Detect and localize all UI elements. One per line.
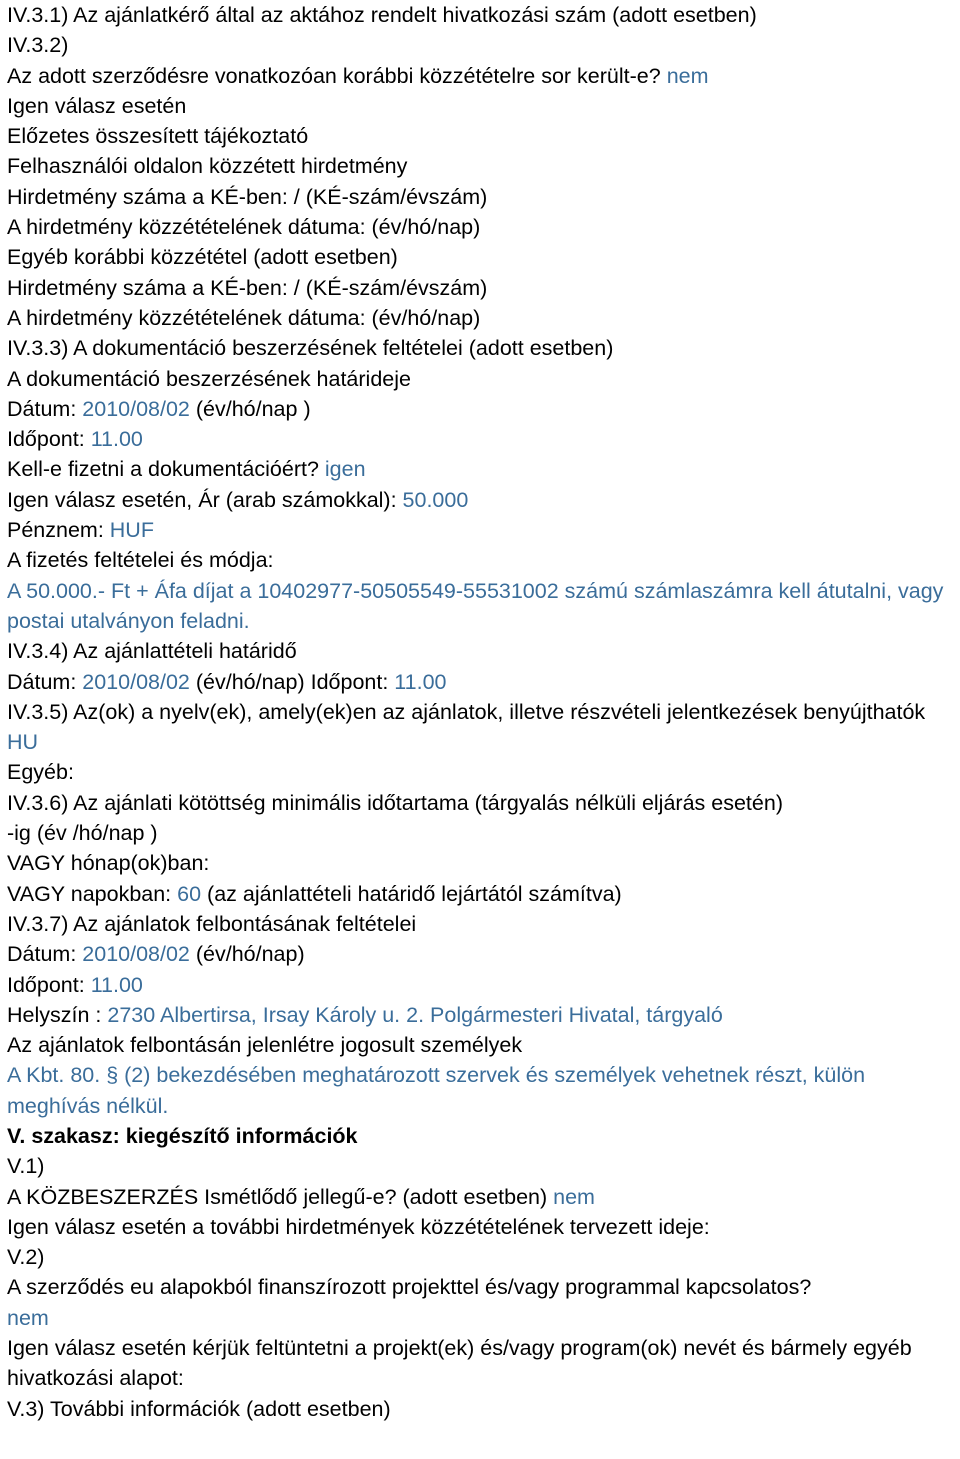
text-line <box>7 151 956 181</box>
field-label: Igen válasz esetén <box>7 93 187 118</box>
field-label: Igen válasz esetén, Ár (arab számokkal): <box>7 487 403 512</box>
field-label: A szerződés eu alapokból finanszírozott projekttel és/vagy programmal kapcsolatos? <box>7 1275 812 1300</box>
text-line <box>7 1060 956 1121</box>
field-label: IV.3.4) Az ajánlattételi határidő <box>7 639 297 664</box>
text-line <box>7 515 956 545</box>
field-label: IV.3.3) A dokumentáció beszerzésének feltételei (adott esetben) <box>7 336 614 361</box>
field-label: Igen válasz esetén a további hirdetmények közzétételének tervezett ideje: <box>7 1214 710 1239</box>
field-label: Pénznem: <box>7 518 110 543</box>
field-label: Dátum: <box>7 396 83 421</box>
field-value: 2010/08/02 <box>82 942 190 967</box>
text-line <box>7 424 956 454</box>
text-line <box>7 61 956 91</box>
text-line <box>7 30 956 60</box>
text-line <box>7 757 956 787</box>
field-label: Időpont: <box>7 427 91 452</box>
field-label: V.2) <box>7 1245 45 1270</box>
field-value: A 50.000.- Ft + Áfa díjat a 10402977-50505549-55531002 számú számlaszámra kell átutalni, vagy postai utalványon feladni. <box>7 578 944 633</box>
field-label: Igen válasz esetén kérjük feltüntetni a projekt(ek) és/vagy program(ok) nevét és bármely egyéb hivatkozási alapot: <box>7 1336 912 1391</box>
field-value: igen <box>324 457 366 482</box>
text-line <box>7 667 956 697</box>
field-label: Az ajánlatok felbontásán jelenlétre jogosult személyek <box>7 1033 523 1058</box>
text-line <box>7 454 956 484</box>
text-line <box>7 1000 956 1030</box>
text-line <box>7 333 956 363</box>
field-label: (év/hó/nap) <box>189 942 305 967</box>
text-line <box>7 636 956 666</box>
field-value: 2010/08/02 <box>82 669 190 694</box>
field-label: IV.3.6) Az ajánlati kötöttség minimális időtartama (tárgyalás nélküli eljárás esetén) <box>7 790 783 815</box>
text-line <box>7 364 956 394</box>
text-line <box>7 818 956 848</box>
field-label: A hirdetmény közzétételének dátuma: (év/hó/nap) <box>7 215 481 240</box>
text-line <box>7 303 956 333</box>
text-line <box>7 939 956 969</box>
field-label: -ig (év /hó/nap ) <box>7 821 158 846</box>
field-label: IV.3.2) <box>7 33 69 58</box>
field-label: Egyéb: <box>7 760 74 785</box>
field-value: A Kbt. 80. § (2) bekezdésében meghatározott szervek és személyek vehetnek részt, külön meghívás nélkül. <box>7 1063 866 1118</box>
field-value: nem <box>666 63 709 88</box>
text-line <box>7 242 956 272</box>
text-line <box>7 545 956 575</box>
field-label: IV.3.5) Az(ok) a nyelv(ek), amely(ek)en az ajánlatok, illetve részvételi jelentkezések benyújthatók <box>7 699 926 724</box>
field-label: (év/hó/nap) Időpont: <box>189 669 395 694</box>
field-label: Dátum: <box>7 942 83 967</box>
text-line <box>7 1272 956 1302</box>
field-value: nem <box>7 1305 49 1330</box>
text-line <box>7 0 956 30</box>
field-label: VAGY hónap(ok)ban: <box>7 851 210 876</box>
text-line <box>7 697 956 727</box>
field-value: 11.00 <box>90 427 143 452</box>
text-line <box>7 212 956 242</box>
text-line <box>7 1333 956 1394</box>
field-label: V.1) <box>7 1154 45 1179</box>
field-label: A fizetés feltételei és módja: <box>7 548 274 573</box>
field-label: V.3) További információk (adott esetben) <box>7 1396 391 1421</box>
field-label: IV.3.7) Az ajánlatok felbontásának feltételei <box>7 911 417 936</box>
text-line <box>7 576 956 637</box>
field-label: Az adott szerződésre vonatkozóan korábbi közzétételre sor került-e? <box>7 63 667 88</box>
text-line <box>7 273 956 303</box>
field-label: VAGY napokban: <box>7 881 178 906</box>
text-line <box>7 1242 956 1272</box>
field-value: 2730 Albertirsa, Irsay Károly u. 2. Polgármesteri Hivatal, tárgyaló <box>107 1002 723 1027</box>
text-line <box>7 91 956 121</box>
field-label: Előzetes összesített tájékoztató <box>7 124 309 149</box>
field-label: V. szakasz: kiegészítő információk <box>7 1123 358 1148</box>
text-line <box>7 121 956 151</box>
text-line <box>7 485 956 515</box>
field-value: 2010/08/02 <box>82 396 190 421</box>
field-label: A hirdetmény közzétételének dátuma: (év/hó/nap) <box>7 305 481 330</box>
text-line <box>7 1030 956 1060</box>
field-label: A dokumentáció beszerzésének határideje <box>7 366 411 391</box>
field-value: HU <box>7 730 39 755</box>
text-line <box>7 879 956 909</box>
section-heading <box>7 1121 956 1151</box>
field-value: 50.000 <box>402 487 469 512</box>
field-value: 11.00 <box>394 669 447 694</box>
field-label: Dátum: <box>7 669 83 694</box>
field-label: A KÖZBESZERZÉS Ismétlődő jellegű-e? (adott esetben) <box>7 1184 554 1209</box>
field-label: Hirdetmény száma a KÉ-ben: / (KÉ-szám/évszám) <box>7 184 488 209</box>
field-label: Helyszín : <box>7 1002 108 1027</box>
field-label: Egyéb korábbi közzététel (adott esetben) <box>7 245 398 270</box>
field-label: (év/hó/nap ) <box>189 396 311 421</box>
text-line <box>7 788 956 818</box>
text-line <box>7 727 956 757</box>
text-line <box>7 1394 956 1424</box>
field-label: Hirdetmény száma a KÉ-ben: / (KÉ-szám/évszám) <box>7 275 488 300</box>
text-line <box>7 1151 956 1181</box>
text-line <box>7 909 956 939</box>
field-label: IV.3.1) Az ajánlatkérő által az aktához rendelt hivatkozási szám (adott esetben) <box>7 3 757 27</box>
field-label: Időpont: <box>7 972 91 997</box>
text-line <box>7 1303 956 1333</box>
field-label: Kell-e fizetni a dokumentációért? <box>7 457 325 482</box>
text-line <box>7 1212 956 1242</box>
field-value: HUF <box>109 518 154 543</box>
text-line <box>7 394 956 424</box>
text-line <box>7 848 956 878</box>
text-line <box>7 1182 956 1212</box>
field-label: Felhasználói oldalon közzétett hirdetmény <box>7 154 408 179</box>
field-label: (az ajánlattételi határidő lejártától számítva) <box>201 881 622 906</box>
field-value: 11.00 <box>90 972 143 997</box>
text-line <box>7 182 956 212</box>
field-value: nem <box>553 1184 595 1209</box>
text-line <box>7 970 956 1000</box>
field-value: 60 <box>177 881 202 906</box>
